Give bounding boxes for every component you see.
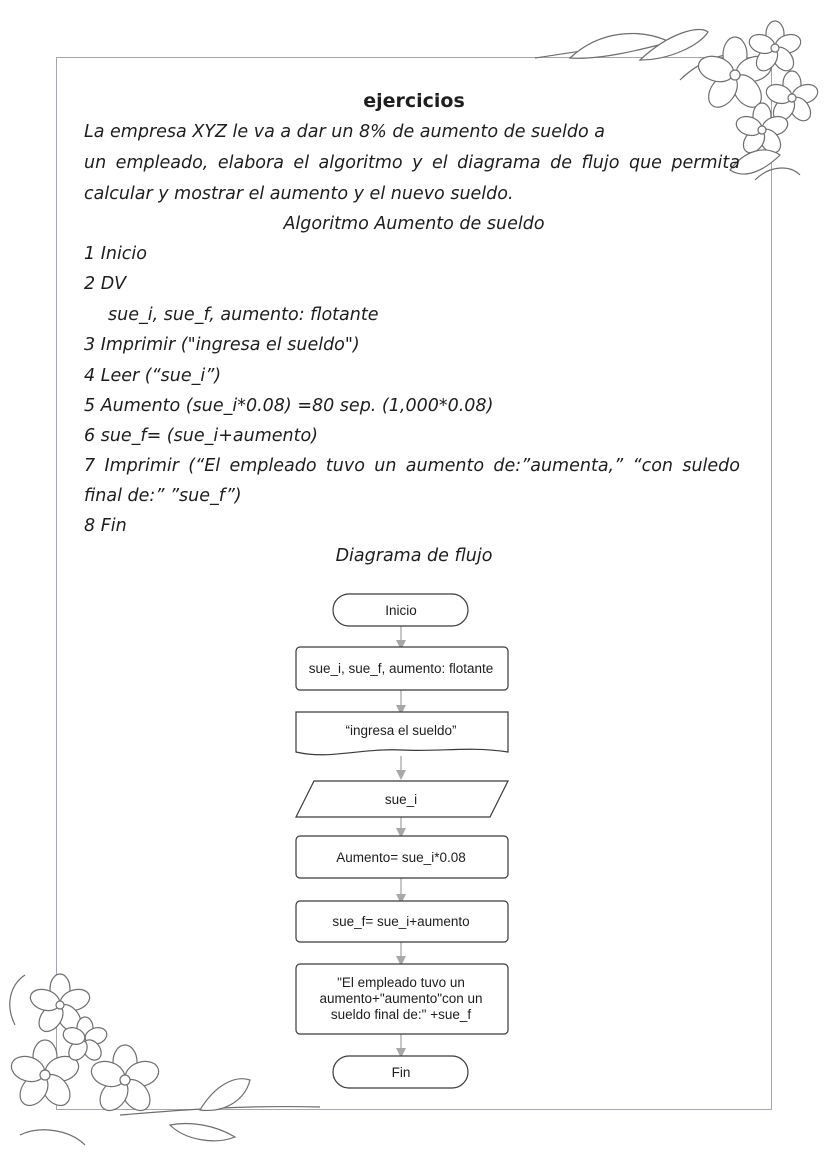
output-result-line: "El empleado tuvo un	[337, 975, 465, 990]
algorithm-step: 8 Fin	[84, 516, 127, 536]
algorithm-step: 3 Imprimir ("ingresa el sueldo")	[84, 335, 360, 355]
output-result-line: aumento+"aumento"con un	[319, 991, 483, 1006]
algorithm-step: 2 DV	[84, 274, 127, 294]
declaration-label: sue_i, sue_f, aumento: flotante	[308, 661, 494, 676]
algorithm-step: 1 Inicio	[84, 244, 148, 264]
algorithm-step: 5 Aumento (sue_i*0.08) =80 sep. (1,000*0.08)	[84, 396, 494, 416]
output-result-line: sueldo final de:" +sue_f	[330, 1007, 472, 1022]
algorithm-heading: Algoritmo Aumento de sueldo	[283, 214, 545, 234]
process-increase-label: Aumento= sue_i*0.08	[336, 850, 466, 865]
intro-line: La empresa XYZ le va a dar un 8% de aumento de sueldo a	[84, 122, 606, 142]
page-title: ejercicios	[363, 90, 465, 112]
end-label: Fin	[391, 1065, 411, 1080]
algorithm-step: sue_i, sue_f, aumento: flotante	[108, 305, 379, 325]
input-label: sue_i	[384, 792, 418, 807]
diagram-heading: Diagrama de flujo	[335, 546, 493, 566]
intro-line: un empleado, elabora el algoritmo y el diagrama de flujo que permita	[84, 153, 740, 173]
output-prompt-label: “ingresa el sueldo”	[345, 723, 457, 738]
algorithm-step: 7 Imprimir (“El empleado tuvo un aumento de:”aumenta,” “con suledo	[84, 456, 740, 476]
intro-line: calcular y mostrar el aumento y el nuevo sueldo.	[84, 184, 514, 204]
algorithm-step: 6 sue_f= (sue_i+aumento)	[84, 426, 319, 446]
start-label: Inicio	[385, 603, 417, 618]
algorithm-step: final de:” ”sue_f”)	[84, 486, 242, 506]
process-total-label: sue_f= sue_i+aumento	[332, 914, 470, 929]
algorithm-step: 4 Leer (“sue_i”)	[84, 366, 222, 386]
